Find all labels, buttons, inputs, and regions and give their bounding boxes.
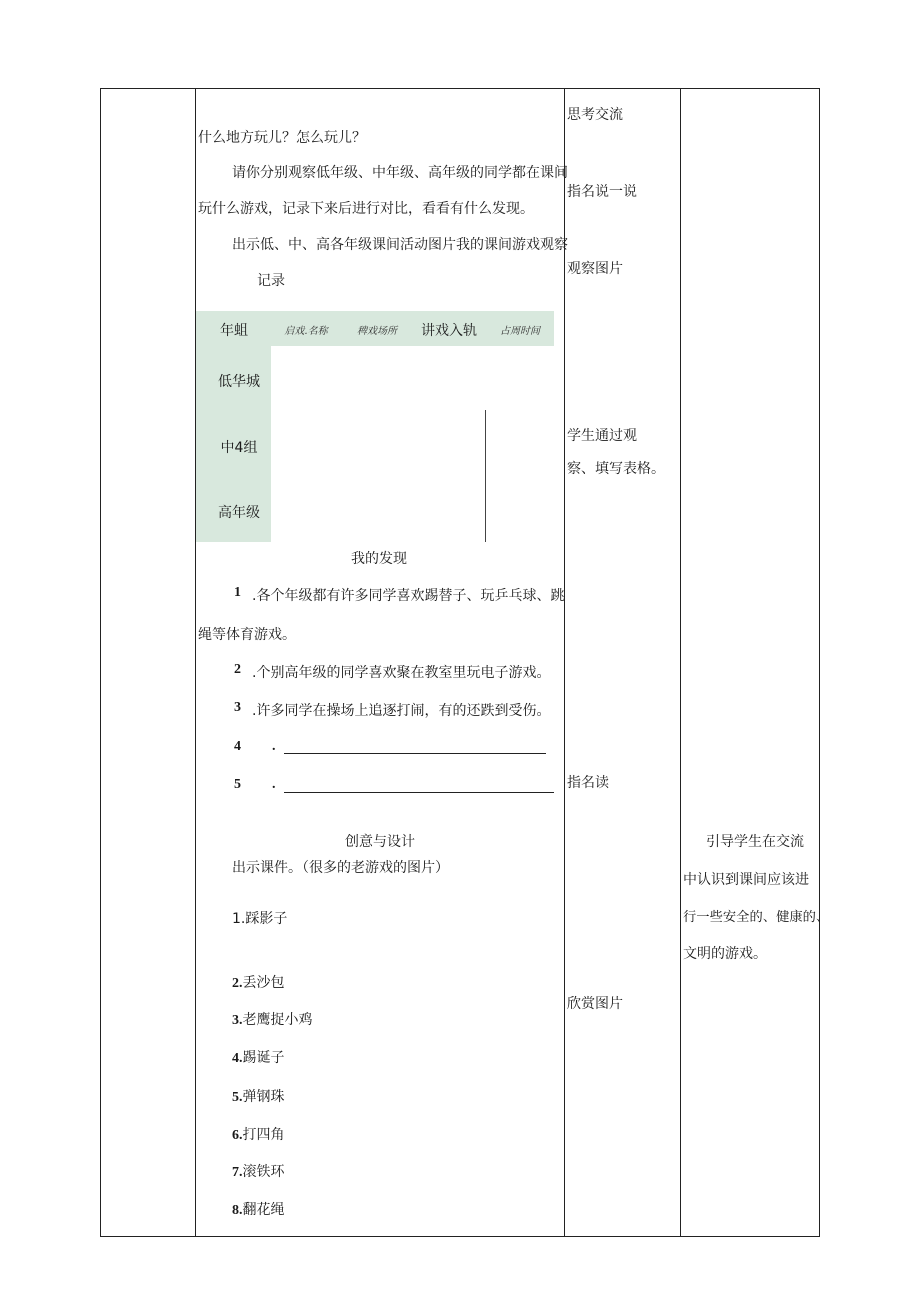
para2-line2: 记录 <box>257 273 285 289</box>
table-left-border <box>100 88 101 1237</box>
game-4 <box>232 1047 285 1067</box>
activity-think-discuss: 思考交流 <box>567 107 623 123</box>
game-2-name: 丢沙包 <box>242 975 285 991</box>
table-right-border <box>819 88 820 1237</box>
observation-row-mid: 中4组 <box>220 440 258 456</box>
finding-4-blank-line[interactable] <box>284 753 546 754</box>
activity-fill-form: 察、填写表格。 <box>567 461 665 477</box>
finding-1-line2: 绳等体育游戏。 <box>198 627 296 643</box>
game-3 <box>232 1009 313 1029</box>
game-4-number: 4. <box>232 1051 243 1066</box>
game-1-name: 踩影子 <box>245 911 288 927</box>
intent-line-4: 文明的游戏。 <box>683 946 767 962</box>
game-5 <box>232 1086 285 1106</box>
finding-4-dot: . <box>272 739 276 754</box>
game-7 <box>232 1161 285 1181</box>
game-2 <box>232 972 285 992</box>
game-1-number: 1. <box>232 911 246 927</box>
game-2-number: 2. <box>232 976 243 991</box>
game-8 <box>232 1199 285 1219</box>
finding-3-line1: .许多同学在操场上追逐打闹，有的还跌到受伤。 <box>252 703 551 719</box>
intent-line-2: 中认识到课间应该进 <box>683 872 809 888</box>
finding-1-number: 1 <box>234 585 241 600</box>
game-6-name: 打四角 <box>242 1127 285 1143</box>
para1-line1: 请你分别观察低年级、中年级、高年级的同学都在课间 <box>232 165 568 181</box>
game-1 <box>232 908 287 928</box>
game-7-number: 7. <box>232 1165 243 1180</box>
finding-1-line1: .各个年级都有许多同学喜欢踢替子、玩乒乓球、跳 <box>252 588 565 604</box>
finding-2-line1: .个别高年级的同学喜欢聚在教室里玩电子游戏。 <box>252 665 551 681</box>
para1-line2: 玩什么游戏，记录下来后进行对比，看看有什么发现。 <box>198 201 534 217</box>
activity-students-observe: 学生通过观 <box>567 428 637 444</box>
finding-3-number: 3 <box>234 700 241 715</box>
activity-appreciate-pictures: 欣赏图片 <box>567 996 623 1012</box>
observation-row-low: 低华城 <box>218 374 260 390</box>
game-3-name: 老鹰捉小鸡 <box>242 1012 313 1028</box>
finding-5-number: 5 <box>234 777 241 792</box>
finding-4-number: 4 <box>234 739 241 754</box>
table-top-border <box>100 88 820 89</box>
intent-line-3: 行一些安全的、健康的、 <box>683 910 830 925</box>
observation-header-grade: 年蛆 <box>220 323 248 339</box>
game-5-name: 弹钢珠 <box>242 1089 285 1105</box>
game-6-number: 6. <box>232 1128 243 1143</box>
finding-5-dot: . <box>272 777 276 792</box>
finding-2-number: 2 <box>234 662 241 677</box>
game-4-name: 踢诞子 <box>242 1050 285 1066</box>
design-title: 创意与设计 <box>345 834 415 850</box>
game-6 <box>232 1124 285 1144</box>
game-3-number: 3. <box>232 1013 243 1028</box>
game-8-number: 8. <box>232 1203 243 1218</box>
observation-header-time: 占周时间 <box>500 326 540 337</box>
activity-name-read: 指名读 <box>567 775 609 791</box>
design-intro: 出示课件。（很多的老游戏的图片） <box>232 860 449 876</box>
game-8-name: 翻花绳 <box>242 1202 285 1218</box>
observation-header-place: 稗戏场所 <box>357 326 397 337</box>
para2-line1: 出示低、中、高各年级课间活动图片我的课间游戏观察 <box>232 237 568 253</box>
activity-observe-pictures: 观察图片 <box>567 261 623 277</box>
column-divider-3 <box>680 88 681 1237</box>
observation-table-divider <box>485 410 486 542</box>
observation-header-game-name: 启戏.名称 <box>284 326 328 337</box>
findings-title: 我的发现 <box>351 551 407 567</box>
finding-5-blank-line[interactable] <box>284 792 554 793</box>
game-5-number: 5. <box>232 1090 243 1105</box>
activity-name-speak: 指名说一说 <box>567 184 637 200</box>
table-bottom-border <box>100 1236 820 1237</box>
intro-line: 什么地方玩儿？怎么玩儿？ <box>198 130 366 146</box>
intent-line-1: 引导学生在交流 <box>706 834 804 850</box>
column-divider-1 <box>195 88 196 1237</box>
observation-header-rules: 讲戏入轨 <box>421 323 477 339</box>
column-divider-2 <box>564 88 565 1237</box>
observation-row-high: 高年级 <box>218 505 260 521</box>
game-7-name: 滚铁环 <box>242 1164 285 1180</box>
